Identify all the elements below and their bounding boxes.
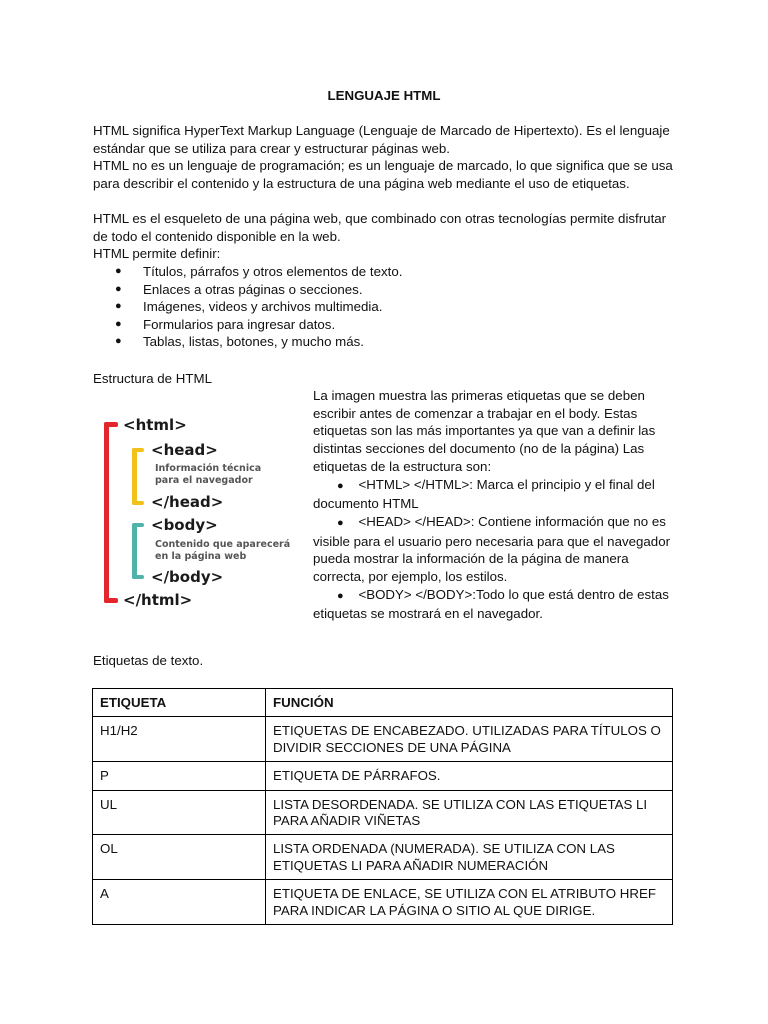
table-row (93, 790, 673, 835)
head-open-tag: <head> (151, 441, 218, 459)
bullet-icon: ● (337, 516, 344, 529)
function-cell: ETIQUETA DE PÁRRAFOS. (266, 762, 673, 790)
body-bracket-bottom (132, 575, 144, 579)
head-note-line-1: Información técnica (155, 463, 262, 474)
table-row (93, 835, 673, 880)
head-bracket-line (132, 448, 137, 505)
structure-intro-text: La imagen muestra las primeras etiquetas que se deben escribir antes de comenzar a trabajar en el body. Estas etiquetas son las más importantes ya que van a definir las distintas secciones del documento (no de la página) Las etiquetas de la estructura son: (313, 388, 656, 474)
body-note-line-1: Contenido que aparecerá (155, 539, 291, 550)
table-row (93, 880, 673, 925)
html-bracket-top (104, 422, 118, 427)
intro-paragraph-3: HTML es el esqueleto de una página web, que combinado con otras tecnologías permite disfrutar de todo el contenido disponible en la web. (93, 211, 667, 244)
list-item: ● Enlaces a otras páginas o secciones. (115, 281, 363, 297)
intro-paragraph-2: HTML no es un lenguaje de programación; es un lenguaje de marcado, lo que significa que se usa para describir el contenido y la estructura de una página web mediante el uso de etiquetas. (93, 158, 673, 191)
function-cell: ETIQUETAS DE ENCABEZADO. UTILIZADAS PARA TÍTULOS O DIVIDIR SECCIONES DE UNA PÁGINA (266, 717, 673, 762)
body-close-tag: </body> (151, 568, 224, 586)
text-tags-heading: Etiquetas de texto. (93, 653, 204, 668)
html-bracket-line (104, 422, 109, 603)
html-close-tag: </html> (123, 591, 193, 609)
structure-item: ● <HEAD> </HEAD>: Contiene información que no es visible para el usuario pero necesaria para que el navegador pueda mostrar la información de la página de manera correcta, por ejemplo, los estilos. (313, 513, 671, 585)
text-tags-table (92, 688, 673, 925)
body-open-tag: <body> (151, 516, 218, 534)
bullet-icon: ● (115, 282, 122, 295)
list-item: ● Tablas, listas, botones, y mucho más. (115, 334, 364, 350)
body-bracket-top (132, 523, 144, 527)
tag-cell: H1/H2 (93, 717, 266, 762)
tag-cell: P (93, 762, 266, 790)
function-cell: LISTA ORDENADA (NUMERADA). SE UTILIZA CON LAS ETIQUETAS LI PARA AÑADIR NUMERACIÓN (266, 835, 673, 880)
list-item: ● Formularios para ingresar datos. (115, 316, 336, 332)
html-open-tag: <html> (123, 416, 187, 434)
tag-cell: UL (93, 790, 266, 835)
column-header-function: FUNCIÓN (266, 689, 673, 717)
head-close-tag: </head> (151, 493, 224, 511)
table-row (93, 717, 673, 762)
html-bracket-bottom (104, 598, 118, 603)
html-structure-diagram (100, 412, 300, 612)
tag-cell: A (93, 880, 266, 925)
head-note-line-2: para el navegador (155, 475, 253, 486)
head-bracket-top (132, 448, 144, 452)
intro-paragraph-4: HTML permite definir: (93, 246, 221, 261)
features-list (93, 263, 653, 351)
bullet-icon: ● (337, 589, 344, 602)
structure-heading: Estructura de HTML (93, 371, 212, 386)
page-title: LENGUAJE HTML (327, 88, 441, 103)
body-bracket-line (132, 523, 137, 579)
bullet-icon: ● (115, 317, 122, 330)
body-note-line-2: en la página web (155, 551, 247, 562)
structure-item: ● <HTML> </HTML>: Marca el principio y el final del documento HTML (313, 476, 655, 512)
list-item: ● Imágenes, videos y archivos multimedia. (115, 299, 383, 315)
tag-cell: OL (93, 835, 266, 880)
column-header-tag: ETIQUETA (93, 689, 266, 717)
bullet-icon: ● (337, 479, 344, 492)
function-cell: LISTA DESORDENADA. SE UTILIZA CON LAS ETIQUETAS LI PARA AÑADIR VIÑETAS (266, 790, 673, 835)
structure-description (313, 387, 675, 623)
function-cell: ETIQUETA DE ENLACE, SE UTILIZA CON EL ATRIBUTO HREF PARA INDICAR LA PÁGINA O SITIO AL QUE DIRIGE. (266, 880, 673, 925)
table-row (93, 762, 673, 790)
head-bracket-bottom (132, 501, 144, 505)
intro-paragraph-1: HTML significa HyperText Markup Language (Lenguaje de Marcado de Hipertexto). Es el lenguaje estándar que se utiliza para crear y estructurar páginas web. (93, 123, 670, 156)
bullet-icon: ● (115, 300, 122, 313)
structure-item: ● <BODY> </BODY>:Todo lo que está dentro de estas etiquetas se mostrará en el navegador. (313, 586, 669, 622)
table-header-row (93, 689, 673, 717)
bullet-icon: ● (115, 265, 122, 277)
list-item: ● Títulos, párrafos y otros elementos de texto. (115, 264, 403, 279)
bullet-icon: ● (115, 335, 122, 348)
